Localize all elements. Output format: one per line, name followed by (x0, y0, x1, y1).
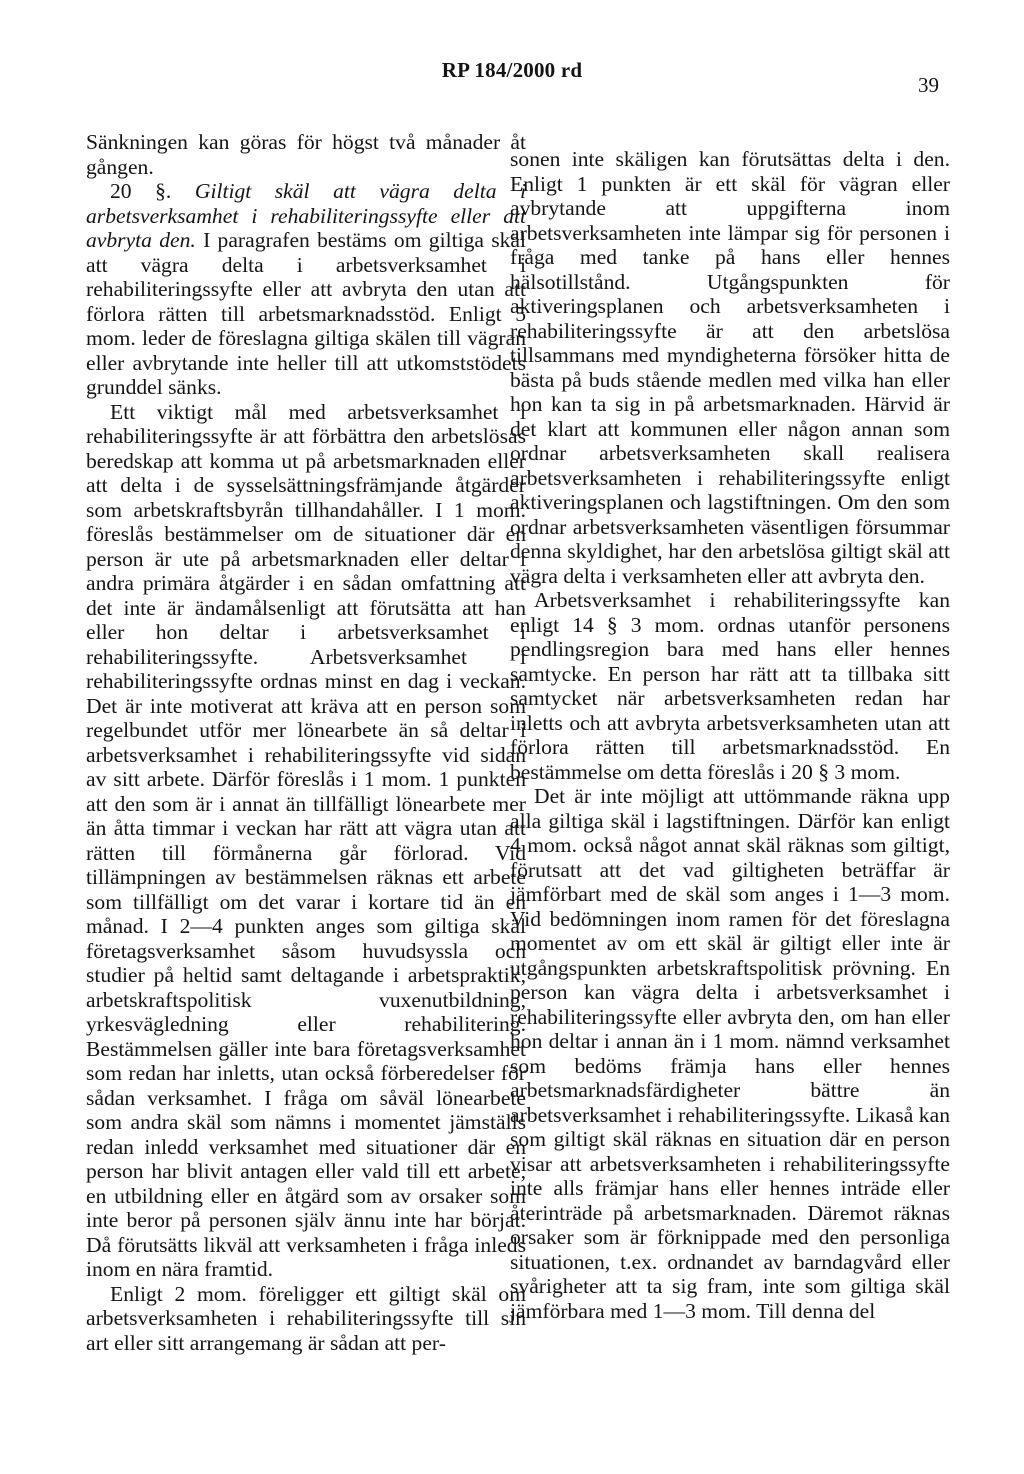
paragraph: Enligt 2 mom. föreligger ett giltigt skäl om arbetsverksamheten i rehabiliteringssyfte till sin art eller sitt arrangemang är sådan att per- (86, 1281, 526, 1355)
paragraph: Ett viktigt mål med arbetsverksamhet i rehabiliteringssyfte är att förbättra den arbetslösas beredskap att komma ut på arbetsmarknaden eller att delta i de sysselsättningsfrämjande åtgärder som arbetskraftsbyrån tillhandahåller. I 1 mom. föreslås bestämmelser om de situationer där en person är ute på arbetsmarknaden eller deltar i andra primära åtgärder i en sådan omfattning att det inte är ändamålsenligt att förutsätta att han eller hon deltar i arbetsverksamhet i rehabiliteringssyfte. Arbetsverksamhet i rehabiliteringssyfte ordnas minst en dag i veckan. Det är inte motiverat att kräva att en person som regelbundet utför mer lönearbete än så deltar i arbetsverksamhet i rehabiliteringssyfte vid sidan av sitt arbete. Därför föreslås i 1 mom. 1 punkten att den som är i annat än tillfälligt lönearbete mer än åtta timmar i veckan har rätt att vägra utan att rätten till förmånerna går förlorad. Vid tillämpningen av bestämmelsen räknas ett arbete som tillfälligt om det varar i kortare tid än en månad. I 2—4 punkten anges som giltiga skäl företagsverksamhet såsom huvudsyssla och studier på heltid samt deltagande i arbetspraktik, arbetskraftspolitisk vuxenutbildning, yrkesvägledning eller rehabilitering. Bestämmelsen gäller inte bara företagsverksamhet som redan har inletts, utan också förberedelser för sådan verksamhet. I fråga om såväl lönearbete som andra skäl som nämns i momentet jämställs redan inledd verksamhet med situationer där en person har blivit antagen eller vald till ett arbete, en utbildning eller en åtgärd som av orsaker som inte beror på personen själv ännu inte har börjat. Då förutsätts likväl att verksamheten i fråga inleds inom en nära framtid. (86, 399, 526, 1281)
section-paragraph (86, 179, 526, 400)
paragraph: Arbetsverksamhet i rehabiliteringssyfte kan enligt 14 § 3 mom. ordnas utanför personens pendlingsregion bara med hans eller hennes samtycke. En person har rätt att ta tillbaka sitt samtycket när arbetsverksamheten redan har inletts och att avbryta arbetsverksamheten utan att förlora rätten till arbetsmarknadsstöd. En bestämmelse om detta föreslås i 20 § 3 mom. (510, 588, 950, 784)
section-number: 20 §. (110, 179, 172, 203)
section-text: I paragrafen bestäms om giltiga skäl att vägra delta i arbetsverksamhet i rehabiliteringssyfte eller att avbryta den utan att förlora rätten till arbetsmarknadsstöd. Enligt 5 mom. leder de föreslagna giltiga skälen till vägran eller avbrytande inte heller till att utkomststödets grunddel sänks. (86, 228, 527, 399)
page-number: 39 (918, 73, 939, 97)
paragraph: sonen inte skäligen kan förutsättas delta i den. Enligt 1 punkten är ett skäl för vägran eller avbrytande att uppgifterna inom arbetsverksamheten inte lämpar sig för personen i fråga med tanke på hans eller hennes hälsotillstånd. Utgångspunkten för aktiveringsplanen och arbetsverksamheten i rehabiliteringssyfte är att den arbetslösa tillsammans med myndigheterna försöker hitta de bästa på buds stående medlen med vilka han eller hon kan ta sig in på arbetsmarknaden. Härvid är det klart att kommunen eller någon annan som ordnar arbetsverksamheten skall realisera arbetsverksamheten i rehabiliteringssyfte enligt aktiveringsplanen och lagstiftningen. Om den som ordnar arbetsverksamheten väsentligen försummar denna skyldighet, har den arbetslösa giltigt skäl att vägra delta i verksamheten eller att avbryta den. (510, 147, 950, 588)
left-column (86, 130, 526, 1355)
paragraph: Det är inte möjligt att uttömmande räkna upp alla giltiga skäl i lagstiftningen. Därför kan enligt 4 mom. också något annat skäl räknas som giltigt, förutsatt att det vad giltigheten beträffar är jämförbart med de skäl som anges i 1—3 mom. Vid bedömningen inom ramen för det föreslagna momentet av om ett skäl är giltigt eller inte är utgångspunkten arbetskraftspolitisk prövning. En person kan vägra delta i arbetsverksamhet i rehabiliteringssyfte eller avbryta den, om han eller hon deltar i annan än i 1 mom. nämnd verksamhet som bedöms främja hans eller hennes arbetsmarknadsfärdigheter bättre än arbetsverksamhet i rehabiliteringssyfte. Likaså kan som giltigt skäl räknas en situation där en person visar att arbetsverksamheten i rehabiliteringssyfte inte alls främjar hans eller hennes inträde eller återinträde på arbetsmarknaden. Däremot räknas orsaker som är förknippade med den personliga situationen, t.ex. ordnandet av barndagvård eller svårigheter att ta sig fram, inte som giltiga skäl jämförbara med 1—3 mom. Till denna del (510, 784, 950, 1323)
document-title: RP 184/2000 rd (441, 58, 583, 82)
section-heading: Giltigt skäl att vägra delta i arbetsverksamhet i rehabiliteringssyfte eller att avbryta den. (86, 179, 527, 252)
paragraph: Sänkningen kan göras för högst två månader åt gången. (86, 130, 526, 179)
page-header (0, 58, 1024, 98)
right-column (510, 147, 950, 1323)
